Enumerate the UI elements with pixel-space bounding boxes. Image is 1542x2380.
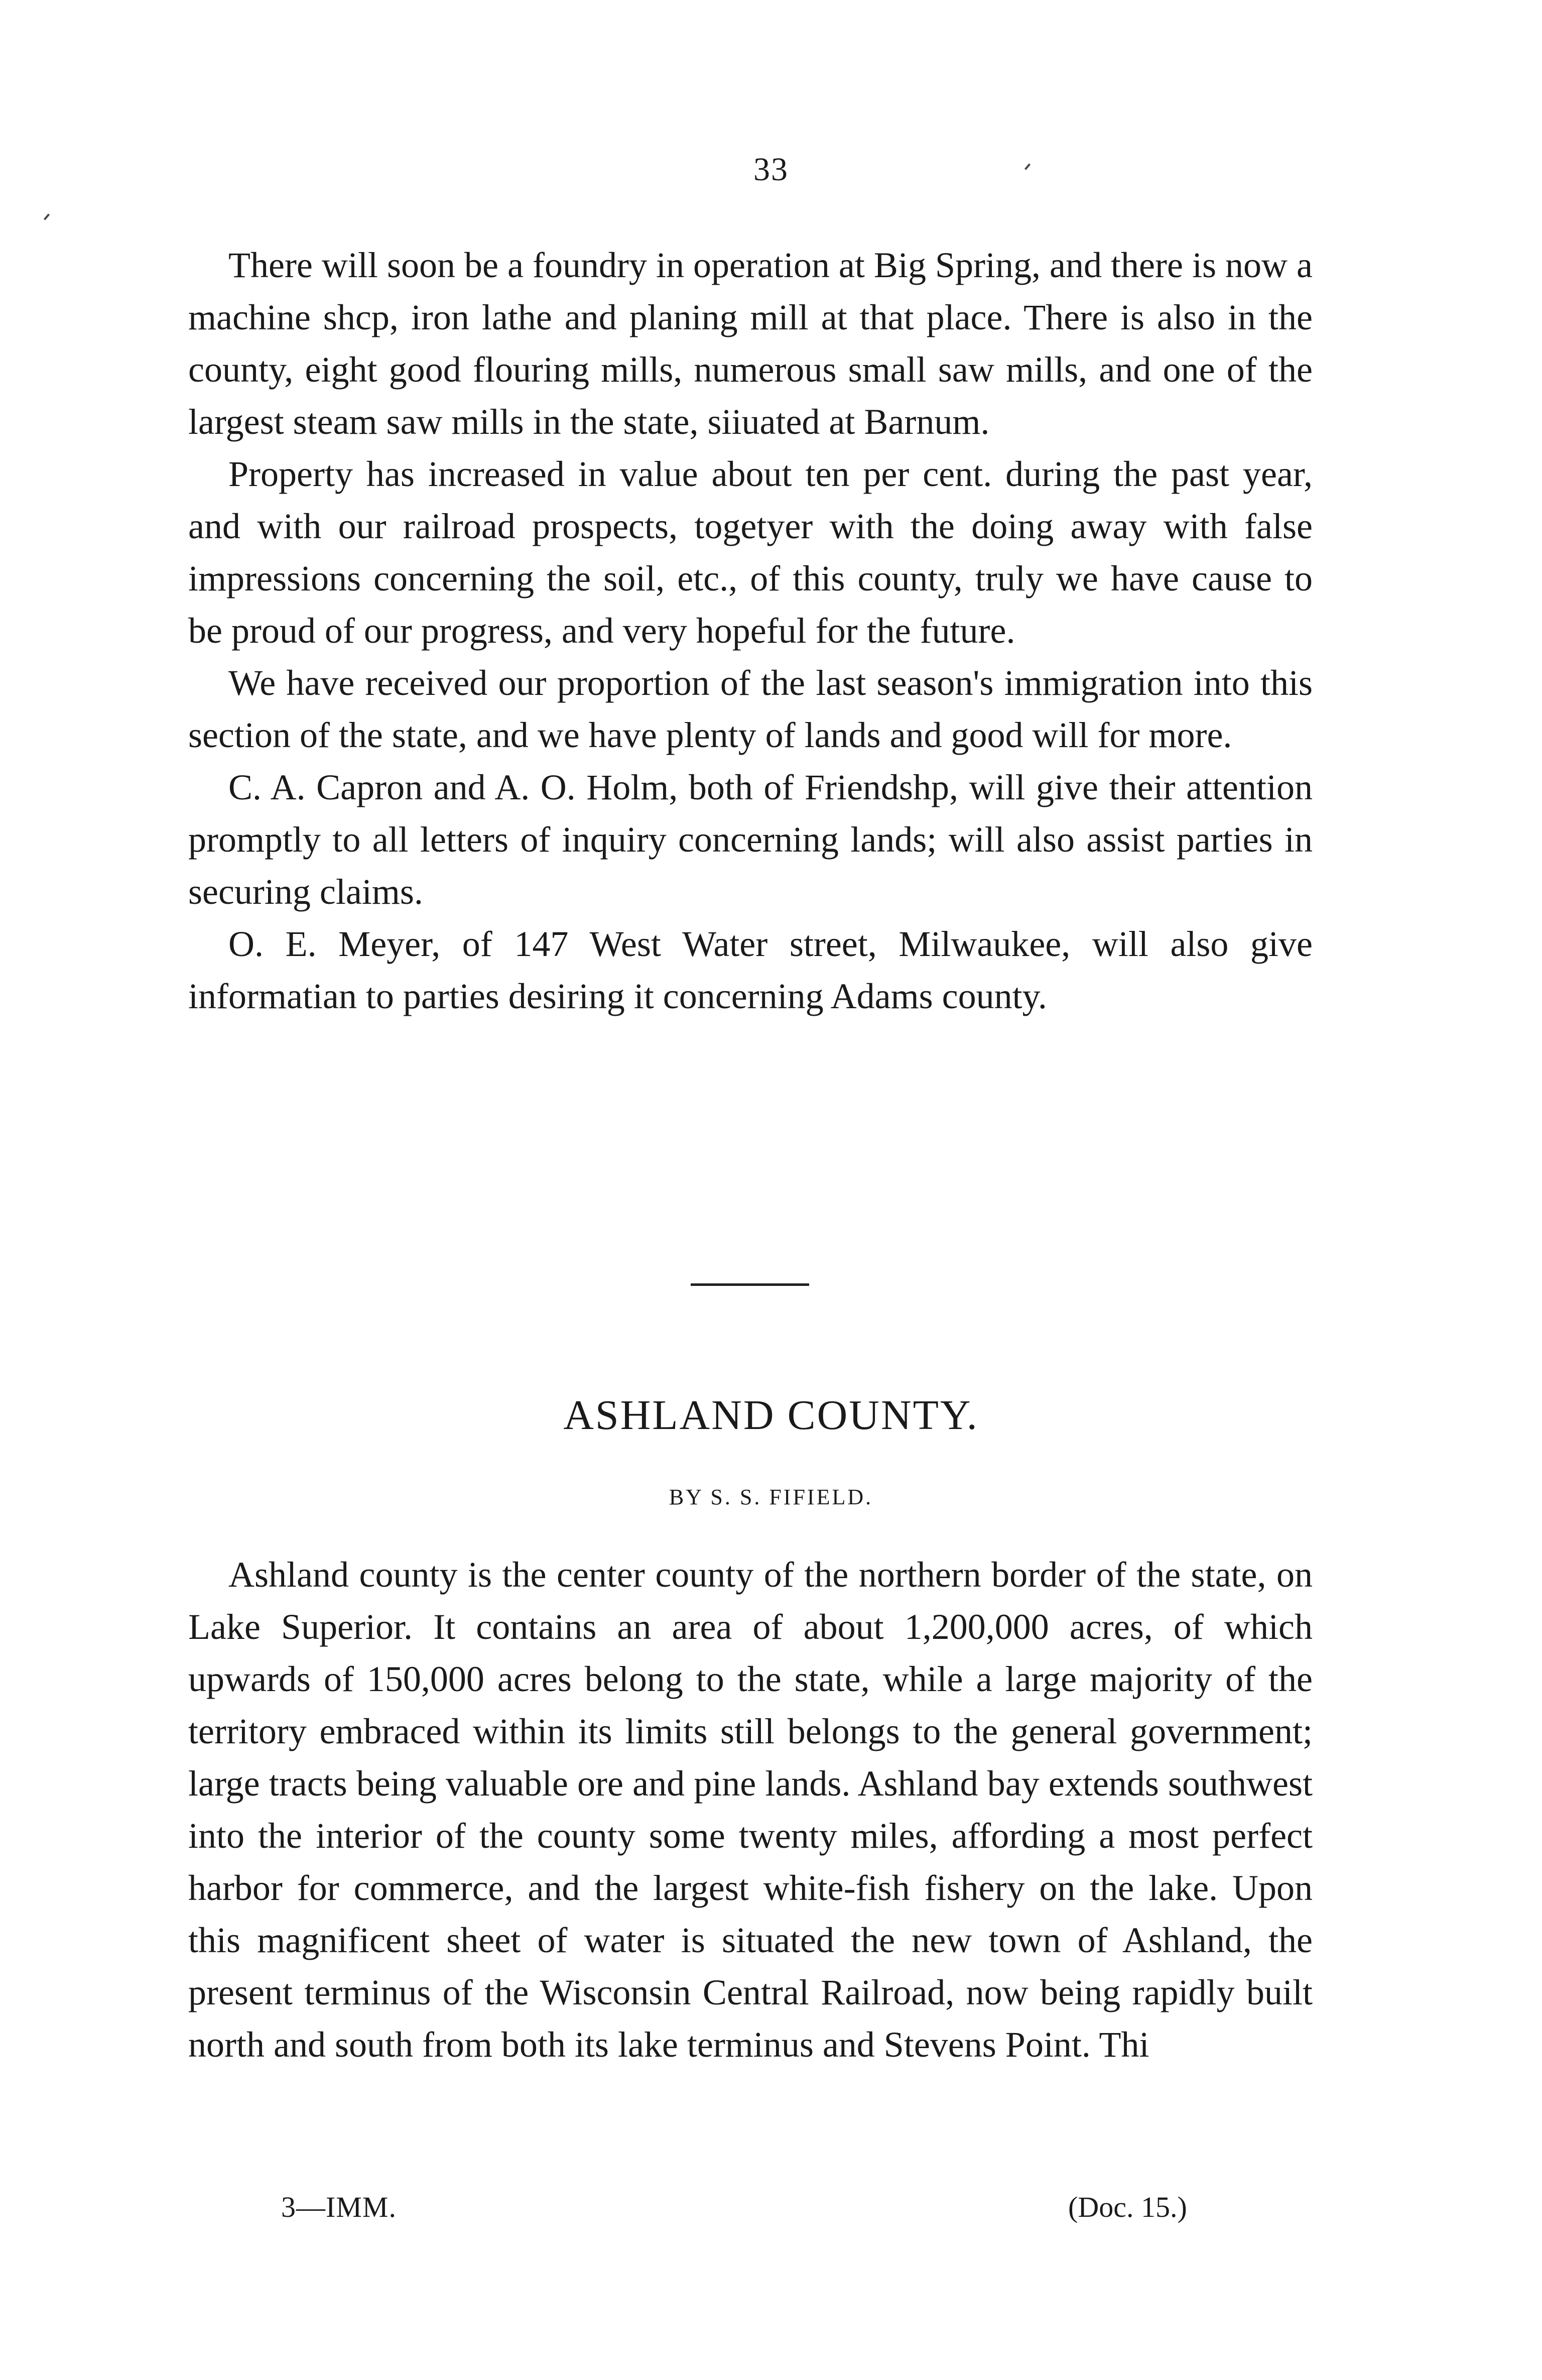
adams-county-text <box>188 239 1313 1022</box>
paragraph-ashland: Ashland county is the center county of the northern border of the state, on Lake Superior. It contains an area of about 1,200,000 acres, of which upwards of 150,000 acres belong to the state, while a large majority of the territory embraced within its limits still belongs to the general government; large tracts being valuable ore and pine lands. Ashland bay extends southwest into the interior of the county some twenty miles, affording a most perfect harbor for commerce, and the largest white-fish fishery on the lake. Upon this magnificent sheet of water is situated the new town of Ashland, the present terminus of the Wisconsin Central Railroad, now being rapidly built north and south from both its lake terminus and Stevens Point. Thi <box>188 1555 1313 2065</box>
paragraph-industry: There will soon be a foundry in operation at Big Spring, and there is now a machine shcp, iron lathe and planing mill at that place. There is also in the county, eight good flouring mills, numerous small saw mills, and one of the largest steam saw mills in the state, siiuated at Barnum. <box>188 245 1313 442</box>
paragraph-property: Property has increased in value about ten per cent. during the past year, and with our railroad prospects, togetyer with the doing away with false impressions concerning the soil, etc., of this county, truly we have cause to be proud of our progress, and very hopeful for the future. <box>188 454 1313 651</box>
paragraph-immigration: We have received our proportion of the last season's immigration into this section of the state, and we have plenty of lands and good will for more. <box>188 663 1313 755</box>
footer-doc-number: (Doc. 15.) <box>1068 2191 1187 2223</box>
section-title: ASHLAND COUNTY. <box>563 1392 979 1439</box>
section-byline: BY S. S. FIFIELD. <box>669 1485 873 1509</box>
stray-ink-mark <box>44 213 50 220</box>
page-number: 33 <box>753 151 789 188</box>
ashland-county-text <box>188 1549 1313 2071</box>
footer-signature: 3—IMM. <box>281 2191 397 2223</box>
section-divider <box>691 1283 809 1286</box>
paragraph-contacts: C. A. Capron and A. O. Holm, both of Friendshp, will give their attention promptly to all letters of inquiry concerning lands; will also assist parties in securing claims. <box>188 767 1313 912</box>
paragraph-meyer: O. E. Meyer, of 147 West Water street, Milwaukee, will also give informatian to parties desiring it concerning Adams county. <box>188 924 1313 1016</box>
